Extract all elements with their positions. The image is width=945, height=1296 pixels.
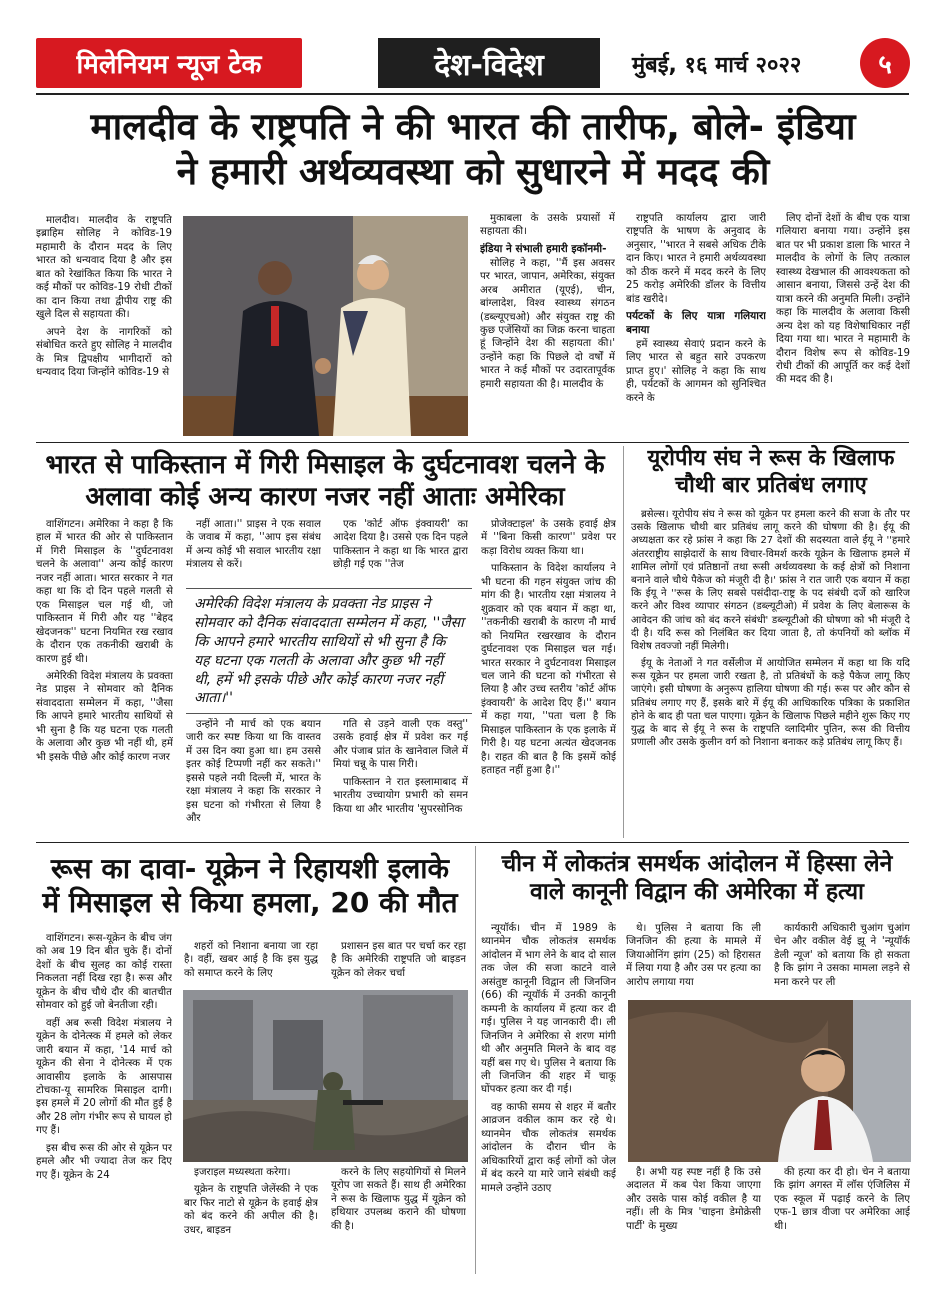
story1-subhead: इंडिया ने संभाली हमारी इकॉनमी- [480,242,607,255]
story5-para: थे। पुलिस ने बताया कि ली जिनजिन की हत्या के मामले में जियाओनिंग झांग (25) को हिरासत में लिया गया है और उस पर हत्या का आरोप लगाया गया [626,923,761,988]
story2-col3-top [333,518,468,582]
story1-para: हमें स्वास्थ्य सेवाएं प्रदान करने के लिए भारत से बहुत सारे उपकरण प्राप्त हुए।' सोलिह ने कहा कि साथ ही, पर्यटकों के आगमन को सुनिश्चित करने के [626,338,766,404]
story1-para: मालदीव। मालदीव के राष्ट्रपति इब्राहिम सोलिह ने कोविड-19 महामारी के दौरान मदद के लिए भारत को धन्यवाद दिया है और इस बात को रेखांकित किया कि भारत ने कई मौकों पर कोविड-19 रोधी टीकों का दान किया तथा द्वीपीय राष्ट्र की खुले दिल से सहायता की। [36,215,172,321]
story2-para: वाशिंगटन। अमेरिका ने कहा है कि हाल में भारत की ओर से पाकिस्तान में गिरी मिसाइल के ''दुर्घटनावश चलने के अलावा'' अन्य कोई कारण नजर नहीं आता। भारत सरकार ने गत कहा था कि दो दिन पहले गलती से एक मिसाइल चल गई थी, जो पाकिस्तान में गिरी और यह ''बेहद खेदजनक'' घटना नियमित रख रखाव के दौरान एक तकनीकी खराबी के कारण हुई थी। [36,519,173,665]
story4-headline-line1: रूस का दावा- यूक्रेन ने रिहायशी इलाके [50,852,450,885]
section-divider [36,842,909,843]
story5-headline-line2: वाले कानूनी विद्वान की अमेरिका में हत्या [529,879,865,906]
story4-para: वाशिंगटन। रूस-यूक्रेन के बीच जंग को अब 19 दिन बीत चुके हैं। दोनों देशों के बीच सुलह का कोई रास्ता निकलता नहीं दिख रहा है। रूस और यूक्रेन के बीच चौथे दौर की बातचीत सोमवार को हुई जो बेनतीजा रही। [36,933,172,1012]
story2-pull-quote: अमेरिकी विदेश मंत्रालय के प्रवक्ता नेड प्राइस ने सोमवार को दैनिक संवाददाता सम्मेलन में कहा, ''जैसा कि आपने हमारे भारतीय साथियों से भी सुना है कि यह घटना एक गलती के अलावा और कुछ भी नहीं थी, हमें भी इसके पीछे और कोई कारण नजर नहीं आता।'' [194,596,464,707]
story4-para: वहीं अब रूसी विदेश मंत्रालय ने यूक्रेन के दोनेत्स्क में हमले को लेकर जारी बयान में कहा, '14 मार्च को यूक्रेन की सेना ने दोनेत्स्क में एक आवासीय इलाके के आसपास टोचका-यू सामरिक मिसाइल दागी। इस हमले में 20 लोगों की मौत हुई है और 28 लोग गंभीर रूप से घायल हो गए हैं। [36,1017,172,1137]
story1-para: लिए दोनों देशों के बीच एक यात्रा गलियारा बनाया गया। उन्होंने इस बात पर भी प्रकाश डाला कि भारत ने मालदीव के लोगों के लिए तत्काल स्वास्थ्य देखभाल की आवश्यकता को आसान बनाया, जिससे उन्हें देश की यात्रा करने की अनुमति मिली। उन्होंने कहा कि मालदीव के अलावा किसी अन्य देश को यह विशेषाधिकार नहीं दिया गया था। भारत ने महामारी के दौरान विशेष रूप से कोविड-19 रोधी टीकों की आपूर्ति कर कई देशों की मदद की है। [776,213,910,386]
story2-pull-quote-box [186,588,472,714]
portrait-photo-illustration [628,1000,911,1162]
war-photo-illustration [183,990,468,1162]
masthead-rule [36,93,909,95]
section-title: देश-विदेश [378,38,600,88]
story1-col3 [626,212,766,438]
story4-headline-line2: में मिसाइल से किया हमला, 20 की मौत [42,886,458,920]
story5-col2-top [626,922,761,998]
story1-para: राष्ट्रपति कार्यालय द्वारा जारी राष्ट्रपति के भाषण के अनुवाद के अनुसार, ''भारत ने सबसे अधिक टीके दान किए। भारत ने हमारी अर्थव्यवस्था को ठीक करने में मदद करने के लिए 25 करोड़ अमेरिकी डॉलर के वित्तीय बांड खरीदे। [626,213,766,305]
story1-col4 [776,212,910,438]
story4-col2-bottom [184,1166,318,1272]
story5-col3-top [774,922,910,998]
paper-name: मिलेनियम न्यूज टेक [36,38,302,88]
story2-col3-bottom [333,718,468,836]
story2-para: उन्होंने नौ मार्च को एक बयान जारी कर स्पष्ट किया था कि वास्तव में उस दिन क्या हुआ था। हम उससे इतर कोई टिप्पणी नहीं कर सकते।'' इससे पहले नयी दिल्ली में, भारत के रक्षा मंत्रालय ने कहा कि सरकार ने इस घटना को गंभीरता से लिया है और [186,719,321,825]
column-divider [623,446,624,838]
story4-headline [30,852,470,920]
story2-col1 [36,518,173,836]
story1-headline [30,104,916,194]
story2-para: प्रोजेक्टाइल' के उसके हवाई क्षेत्र में ''बिना किसी कारण'' प्रवेश पर कड़ा विरोध व्यक्त किया था। [481,519,616,557]
story4-col1 [36,932,172,1272]
story3-headline-line1: यूरोपीय संघ ने रूस के खिलाफ [647,446,895,471]
story2-para: पाकिस्तान ने रात इस्लामाबाद में भारतीय उच्चायोग प्रभारी को समन किया था और भारतीय 'सुपरसोनिक [333,776,468,815]
story1-headline-line1: मालदीव के राष्ट्रपति ने की भारत की तारीफ, बोले- इंडिया [90,105,856,148]
story4-para: इजराइल मध्यस्थता करेगा। [194,1167,291,1178]
story1-subhead: पर्यटकों के लिए यात्रा गलियारा बनाया [626,310,766,337]
story5-para: न्यूयॉर्क। चीन में 1989 के थ्यानमेन चौक लोकतंत्र समर्थक आंदोलन में भाग लेने के बाद दो साल तक जेल की सजा काटने वाले असंतुष्ट कानूनी विद्वान ली जिनजिन (66) की न्यूयॉर्क में उनकी कानूनी कम्पनी के कार्यालय में हत्या कर दी गई। पुलिस ने यह जानकारी दी। ली जिनजिन ने अमेरिका से शरण मांगी थी और अनुमति मिलने के बाद वह यहीं बस गए थे। पुलिस ने बताया कि ली जिनजिन की शहर में चाकू घोंपकर हत्या कर दी गई। [481,923,616,1096]
story5-headline [478,850,916,906]
story2-col4 [481,518,616,836]
story4-para: इस बीच रूस की ओर से यूक्रेन पर हमले और भी ज्यादा तेज कर दिए गए हैं। यूक्रेन के 24 [36,1142,172,1181]
story4-photo-soldier-ruins [183,990,468,1162]
story1-col2 [480,212,615,438]
story1-para: मुकाबला के उसके प्रयासों में सहायता की। [480,213,615,238]
handshake-photo-illustration [183,216,468,436]
story2-para: अमेरिकी विदेश मंत्रालय के प्रवक्ता नेड प्राइस ने सोमवार को दैनिक संवाददाता सम्मेलन में कहा, ''जैसा कि आपने हमारे भारतीय साथियों से भी सुना है कि यह घटना एक गलती के अलावा और कुछ भी नहीं थी, हमें भी इसके पीछे और कोई कारण नजर [36,670,173,763]
story2-para: एक 'कोर्ट ऑफ इंक्वायरी' का आदेश दिया है। उससे एक दिन पहले पाकिस्तान ने कहा था कि भारत द्वारा छोड़ी गई एक ''तेज [333,519,468,571]
story5-para: की हत्या कर दी हो। चेन ने बताया कि झांग अगस्त में लॉस एंजिलिस में एक स्कूल में पढ़ाई करने के लिए एफ-1 छात्र वीजा पर अमेरिका आई थी। [774,1167,910,1232]
story1-photo-leaders-handshake [183,216,468,436]
story3-headline-line2: चौथी बार प्रतिबंध लगाए [675,472,867,498]
story4-para: करने के लिए सहयोगियों से मिलने यूरोप जा सकते हैं। साथ ही अमेरिका ने रूस के खिलाफ युद्ध में यूक्रेन को हथियार उपलब्ध कराने की घोषणा की है। [331,1167,466,1232]
story4-para: यूक्रेन के राष्ट्रपति जेलेंस्की ने एक बार फिर नाटो से यूक्रेन के हवाई क्षेत्र को बंद करने की अपील की है। उधर, बाइडन [184,1184,318,1236]
story3-headline [628,446,914,500]
story1-para: अपने देश के नागरिकों को संबोधित करते हुए सोलिह ने मालदीव के मित्र द्विपक्षीय भागीदारों को धन्यवाद दिया जिन्होंने कोविड-19 से [36,326,172,378]
story5-para: है। अभी यह स्पष्ट नहीं है कि उसे अदालत में कब पेश किया जाएगा और उसके पास कोई वकील है या नहीं। ली के मित्र 'चाइना डेमोक्रेसी पार्टी' के मुख्य [626,1167,761,1232]
section-divider [36,442,909,443]
story2-headline-line2: अलावा कोई अन्य कारण नजर नहीं आताः अमेरिका [85,481,565,512]
story3-body [631,508,910,838]
story2-para: पाकिस्तान के विदेश कार्यालय ने भी घटना की गहन संयुक्त जांच की मांग की है। भारतीय रक्षा मंत्रालय ने शुक्रवार को एक बयान में कहा था, ''तकनीकी खराबी के कारण नौ मार्च को नियमित रखरखाव के दौरान दुर्घटनावश एक मिसाइल चल गई। भारत सरकार ने दुर्घटनावश मिसाइल चल जाने की घटना को गंभीरता से लिया है और उच्च स्तरीय 'कोर्ट ऑफ इंक्वायरी' के आदेश दिए हैं।'' बयान में कहा गया, ''पता चला है कि मिसाइल पाकिस्तान के एक इलाके में गिरी है। यह घटना अत्यंत खेदजनक है। राहत की बात है कि इसमें कोई हताहत नहीं हुआ है।'' [481,563,616,777]
story2-headline [32,450,618,513]
story3-para: ईयू के नेताओं ने गत वर्सेलीज में आयोजित सम्मेलन में कहा था कि यदि रूस यूक्रेन पर हमला जारी रखता है, तो प्रतिबंधों के कड़े पैकेज लागू किए जाएंगे। इसी घोषणा के अनुरूप हालिया घोषणा की गई। रूस पर और कौन से प्रतिबंध लगाए गए हैं, इसके बारे में ईयू की आधिकारिक पत्रिका के प्रकाशित होने के बाद ही पता चल पाएगा। यूक्रेन के खिलाफ पिछले महीने शुरू किए गए युद्ध के बाद से ईयू ने रूस के राष्ट्रपति व्लादिमीर पुतिन, रूस की वित्तीय प्रणाली और उसके कुलीन वर्ग को निशाना बनाकर कड़े प्रतिबंध लागू किए हैं। [631,658,910,749]
story4-col3-bottom [331,1166,466,1272]
story2-para: गति से उड़ने वाली एक वस्तु'' उसके हवाई क्षेत्र में प्रवेश कर गई और पंजाब प्रांत के खानेवाल जिले में मियां चन्नू के पास गिरी। [333,719,468,771]
story1-col1 [36,214,172,438]
page-number: ५ [860,38,910,88]
story4-para: प्रशासन इस बात पर चर्चा कर रहा है कि अमेरिकी राष्ट्रपति जो बाइडन यूक्रेन को लेकर चर्चा [331,941,466,979]
column-divider [475,846,476,1274]
story5-col2-bottom [626,1166,761,1272]
story1-para: सोलिह ने कहा, ''मैं इस अवसर पर भारत, जापान, अमेरिका, संयुक्त अरब अमीरात (यूएई), चीन, बांग्लादेश, विश्व स्वास्थ्य संगठन (डब्ल्यूएचओ) और संयुक्त राष्ट्र की कुछ एजेंसियों का जिक्र करना चाहता हूं जिन्होंने देश की सहायता की।' उन्होंने कहा कि पिछले दो वर्षों में भारत ने कई मौकों पर उदारतापूर्वक हमारी सहायता की है। मालदीव के [480,257,615,390]
story2-col2-bottom [186,718,321,836]
story2-headline-line1: भारत से पाकिस्तान में गिरी मिसाइल के दुर्घटनावश चलने के [45,450,605,480]
issue-date: मुंबई, १६ मार्च २०२२ [632,53,802,78]
story4-para: शहरों को निशाना बनाया जा रहा है। वहीं, खबर आई है कि इस युद्ध को समाप्त करने के लिए [184,941,318,979]
story5-col1 [481,922,616,1272]
story5-para: कार्यकारी अधिकारी चुआंग चुआंग चेन और वकील वेई झू ने 'न्यूयॉर्क डेली न्यूज' को बताया कि हो सकता है कि झांग ने उसका मामला लड़ने से मना करने पर ली [774,923,910,988]
story5-photo-li-jinjin [628,1000,911,1162]
story1-headline-line2: ने हमारी अर्थव्यवस्था को सुधारने में मदद की [176,150,770,194]
story5-headline-line1: चीन में लोकतंत्र समर्थक आंदोलन में हिस्सा लेने [501,851,893,877]
story3-para: ब्रसेल्स। यूरोपीय संघ ने रूस को यूक्रेन पर हमला करने की सजा के तौर पर उसके खिलाफ चौथी बार प्रतिबंध लागू करने की घोषणा की है। ईयू की अध्यक्षता कर रहे फ्रांस ने कहा कि 27 देशों की सदस्यता वाले ईयू ने ''हमारे अंतरराष्ट्रीय साझेदारों के साथ विचार-विमर्श करके यूक्रेन के खिलाफ हमले में शामिल लोगों एवं प्रतिष्ठानों तथा रूसी अर्थव्यवस्था के कई क्षेत्रों को निशाना बनाने वाले चौथे पैकेज को मंजूरी दी है।' फ्रांस ने रात जारी एक बयान में कहा कि ईयू ने ''रूस के लिए सबसे पसंदीदा-राष्ट्र के पद संबंधी दर्जे को खारिज करने और विश्व व्यापार संगठन (डब्ल्यूटीओ) में प्रवेश के लिए बेलारूस के आवेदन की जांच को बंद करने संबंधी' डब्ल्यूटीओ की घोषणा को भी मंजूरी दे दी है। यदि रूस को निलंबित कर दिया जाता है, तो कंपनियों को ब्लॉक में विशेष तवज्जो नहीं मिलेगी। [631,509,910,652]
story5-col3-bottom [774,1166,910,1272]
story2-para: नहीं आता।'' प्राइस ने एक सवाल के जवाब में कहा, ''आप इस संबंध में अन्य कोई भी सवाल भारतीय रक्षा मंत्रालय से करें। [186,519,321,571]
story4-col2-top [184,940,318,988]
story2-col2-top [186,518,321,582]
story4-col3-top [331,940,466,988]
story5-para: वह काफी समय से शहर में बतौर आव्रजन वकील काम कर रहे थे। थ्यानमेन चौक लोकतंत्र समर्थक आंदोलन के दौरान चीन के अधिकारियों द्वारा कई लोगों को जेल में बंद करने या मारे जाने संबंधी कई मामले उन्होंने उठाए [481,1101,616,1194]
